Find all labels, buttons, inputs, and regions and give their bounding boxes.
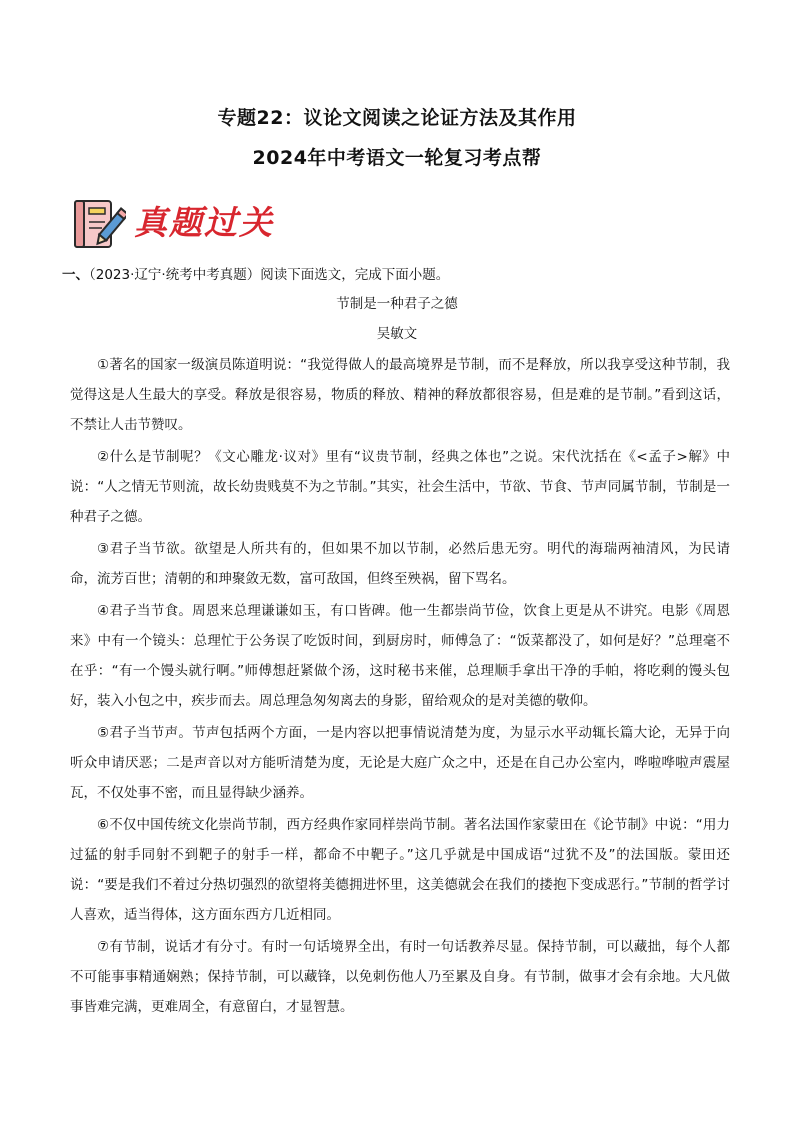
essay-title: 节制是一种君子之德 — [336, 296, 458, 312]
essay-body — [70, 350, 730, 1024]
essay-paragraph-3: ③君子当节欲。欲望是人所共有的，但如果不加以节制，必然后患无穷。明代的海瑞两袖清风，为民请命，流芳百世；清朝的和珅聚敛无数，富可敌国，但终至殃祸，留下骂名。 — [70, 541, 730, 587]
page-title: 专题22：议论文阅读之论证方法及其作用 — [217, 107, 577, 129]
section-banner — [72, 198, 272, 250]
essay-author: 吴敏文 — [376, 326, 418, 342]
question-text: （2023·辽宁·统考中考真题）阅读下面选文，完成下面小题。 — [89, 267, 450, 283]
banner-title: 真题过关 — [134, 203, 274, 242]
essay-paragraph-4: ④君子当节食。周恩来总理谦谦如玉，有口皆碑。他一生都崇尚节俭，饮食上更是从不讲究。电影《周恩来》中有一个镜头：总理忙于公务误了吃饭时间，到厨房时，师傅急了：“饭菜都没了，如何是好？”总理毫不在乎：“有一个馒头就行啊。”师傅想赶紧做个汤，这时秘书来催，总理顺手拿出干净的手帕，将吃剩的馒头包好，装入小包之中，疾步而去。周总理急匆匆离去的身影，留给观众的是对美德的敬仰。 — [70, 603, 730, 709]
question-stem — [62, 263, 742, 283]
notebook-pencil-icon — [72, 198, 126, 250]
essay-paragraph-7: ⑦有节制，说话才有分寸。有时一句话境界全出，有时一句话教养尽显。保持节制，可以藏拙，每个人都不可能事事精通娴熟；保持节制，可以藏锋，以免刺伤他人乃至累及自身。有节制，做事才会有余地。大凡做事皆难完满，更难周全，有意留白，才显智慧。 — [70, 939, 730, 1015]
essay-paragraph-6: ⑥不仅中国传统文化崇尚节制，西方经典作家同样崇尚节制。著名法国作家蒙田在《论节制》中说：“用力过猛的射手同射不到靶子的射手一样，都命不中靶子。”这几乎就是中国成语“过犹不及”的法国版。蒙田还说：“要是我们不着过分热切强烈的欲望将美德拥进怀里，这美德就会在我们的搂抱下变成恶行。”节制的哲学讨人喜欢，适当得体，这方面东西方几近相同。 — [70, 817, 730, 923]
essay-paragraph-5: ⑤君子当节声。节声包括两个方面，一是内容以把事情说清楚为度，为显示水平动辄长篇大论，无异于向听众申请厌恶；二是声音以对方能听清楚为度，无论是大庭广众之中，还是在自己办公室内，哗啦哗啦声震屋瓦，不仅处事不密，而且显得缺少涵养。 — [70, 725, 730, 801]
essay-paragraph-2: ②什么是节制呢？《文心雕龙·议对》里有“议贵节制，经典之体也”之说。宋代沈括在《<孟子>解》中说：“人之情无节则流，故长幼贵贱莫不为之节制。”其实，社会生活中，节欲、节食、节声同属节制，节制是一种君子之德。 — [70, 449, 730, 525]
essay-paragraph-1: ①著名的国家一级演员陈道明说：“我觉得做人的最高境界是节制，而不是释放，所以我享受这种节制，我觉得这是人生最大的享受。释放是很容易，物质的释放、精神的释放都很容易，但是难的是节制。”看到这话，不禁让人击节赞叹。 — [70, 357, 730, 433]
question-number: 一、 — [62, 267, 89, 283]
page-subtitle: 2024年中考语文一轮复习考点帮 — [252, 147, 542, 169]
